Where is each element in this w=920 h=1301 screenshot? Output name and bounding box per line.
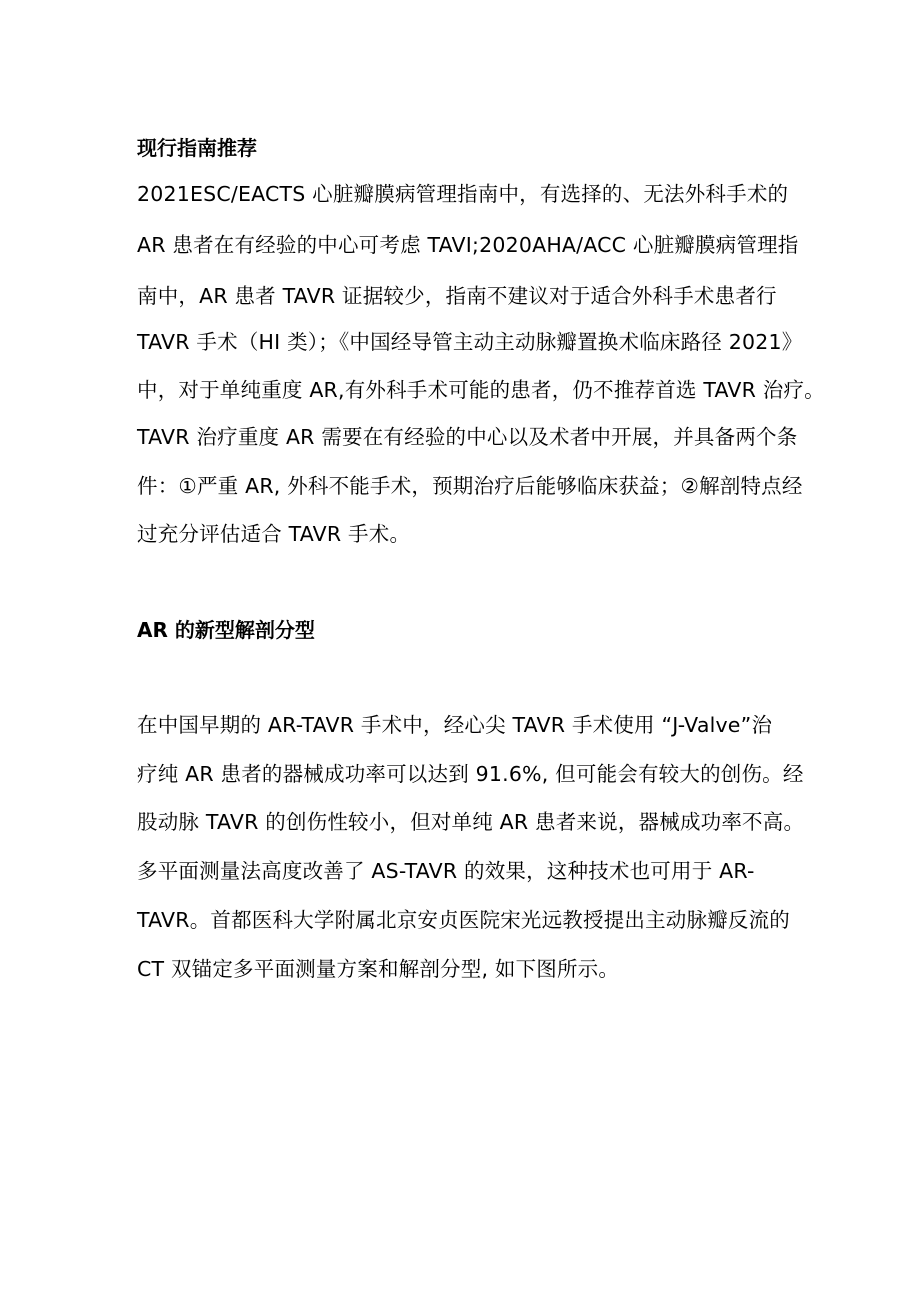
paragraph-line: CT 双锚定多平面测量方案和解剖分型, 如下图所示。: [137, 957, 620, 981]
section-heading-anatomy-classification: AR 的新型解剖分型: [137, 618, 315, 642]
paragraph-line: 件：①严重 AR, 外科不能手术，预期治疗后能够临床获益；②解剖特点经: [137, 474, 803, 498]
paragraph-line: AR 患者在有经验的中心可考虑 TAVI;2020AHA/ACC 心脏瓣膜病管理指: [137, 233, 799, 257]
paragraph-line: 股动脉 TAVR 的创伤性较小，但对单纯 AR 患者来说，器械成功率不高。: [137, 810, 805, 834]
paragraph-line: 2021ESC/EACTS 心脏瓣膜病管理指南中，有选择的、无法外科手术的: [137, 182, 789, 206]
section-heading-guidelines: 现行指南推荐: [137, 136, 257, 160]
paragraph-line: 多平面测量法高度改善了 AS-TAVR 的效果，这种技术也可用于 AR-: [137, 859, 755, 883]
paragraph-line: 中，对于单纯重度 AR,有外科手术可能的患者，仍不推荐首选 TAVR 治疗。: [137, 378, 825, 402]
paragraph-line: 疗纯 AR 患者的器械成功率可以达到 91.6%, 但可能会有较大的创伤。经: [137, 762, 804, 786]
paragraph-line: TAVR。首都医科大学附属北京安贞医院宋光远教授提出主动脉瓣反流的: [137, 908, 791, 932]
paragraph-line: 在中国早期的 AR-TAVR 手术中，经心尖 TAVR 手术使用 “J-Valve”治: [137, 713, 773, 737]
paragraph-line: 过充分评估适合 TAVR 手术。: [137, 522, 411, 546]
paragraph-line: TAVR 手术（HI 类）；《中国经导管主动主动脉瓣置换术临床路径 2021》: [137, 330, 803, 354]
paragraph-line: 南中，AR 患者 TAVR 证据较少，指南不建议对于适合外科手术患者行: [137, 284, 777, 308]
paragraph-line: TAVR 治疗重度 AR 需要在有经验的中心以及术者中开展，并具备两个条: [137, 425, 798, 449]
